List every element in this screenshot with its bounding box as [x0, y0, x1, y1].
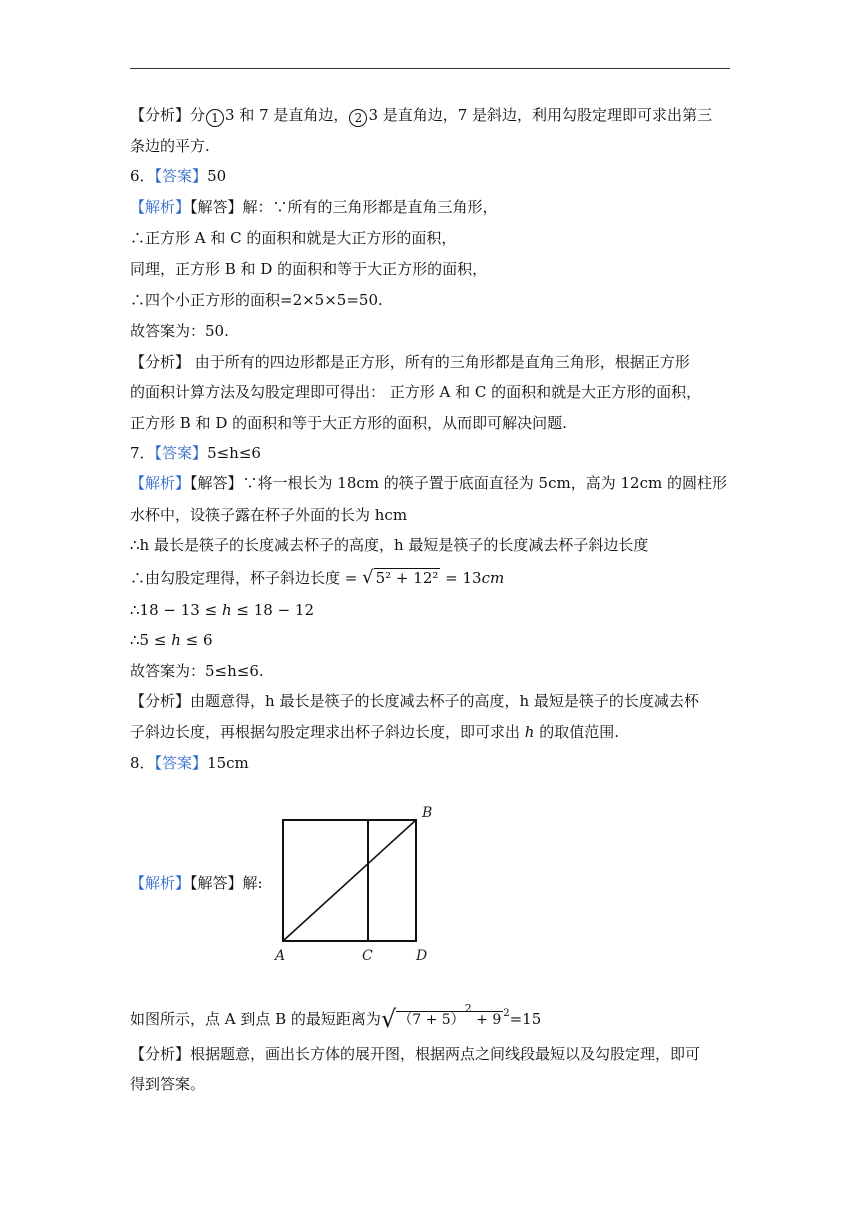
- q8-solution-line1: 【解析】【解答】解:: [130, 874, 263, 892]
- q6-solution-line2: ∴正方形 A 和 C 的面积和就是大正方形的面积，: [130, 229, 457, 247]
- q8-answer: 8．【答案】15cm: [130, 754, 249, 772]
- q7-analysis-line2: 子斜边长度，再根据勾股定理求出杯子斜边长度，即可求出 h 的取值范围.: [130, 723, 619, 741]
- q7-analysis-line1: 【分析】由题意得，h 最长是筷子的长度减去杯子的高度，h 最短是筷子的长度减去杯: [130, 692, 699, 710]
- q7-answer: 7．【答案】5≤h≤6: [130, 444, 261, 462]
- label-b: B: [422, 805, 433, 821]
- q6-solution-line5: 故答案为：50.: [130, 322, 229, 340]
- circled-number-1: 1: [206, 109, 224, 127]
- sqrt-expression: √ 5² + 12²: [362, 567, 439, 588]
- q8-solution-line2: 如图所示，点 A 到点 B 的最短距离为√ $(7 + 5)^2 + 9$ $^2$=15: [130, 1002, 542, 1033]
- q6-solution-line4: ∴四个小正方形的面积=2×5×5=50.: [130, 291, 383, 309]
- label-c: C: [362, 948, 373, 964]
- unfolded-box-figure: [270, 798, 440, 968]
- diagonal-ab: [283, 820, 416, 941]
- header-rule: [130, 68, 730, 69]
- q7-solution-line5: ∴18 − 13 ≤ h ≤ 18 − 12: [130, 601, 314, 619]
- q8-analysis-line1: 【分析】根据题意，画出长方体的展开图，根据两点之间线段最短以及勾股定理，即可: [130, 1045, 701, 1063]
- circled-number-2: 2: [349, 109, 367, 127]
- q6-solution-line3: 同理，正方形 B 和 D 的面积和等于大正方形的面积，: [130, 260, 488, 278]
- q8-analysis-line2: 得到答案。: [130, 1075, 206, 1093]
- q6-analysis-line3: 正方形 B 和 D 的面积和等于大正方形的面积，从而即可解决问题.: [130, 414, 567, 432]
- q6-answer: 6．【答案】50: [130, 167, 227, 185]
- analysis5-line2: 条边的平方.: [130, 137, 210, 155]
- label-d: D: [416, 948, 428, 964]
- q7-solution-line1: 【解析】【解答】∵将一根长为 18cm 的筷子置于底面直径为 5cm，高为 12cm 的圆柱形: [130, 474, 727, 492]
- q6-solution-line1: 【解析】【解答】解：∵所有的三角形都是直角三角形，: [130, 198, 498, 216]
- q7-solution-line7: 故答案为：5≤h≤6.: [130, 662, 264, 680]
- label-a: A: [275, 948, 286, 964]
- q7-solution-line6: ∴5 ≤ h ≤ 6: [130, 631, 213, 649]
- sqrt-expression-2: √ $(7 + 5)^2 + 9$: [380, 1002, 502, 1033]
- q7-solution-line2: 水杯中，设筷子露在杯子外面的长为 hcm: [130, 506, 408, 524]
- analysis5-line1: 【分析】分 1 3 和 7 是直角边， 2 3 是直角边，7 是斜边，利用勾股定理即可求出第三: [130, 106, 713, 125]
- q7-solution-line3: ∴h 最长是筷子的长度减去杯子的高度，h 最短是筷子的长度减去杯子斜边长度: [130, 536, 649, 554]
- q6-analysis-line2: 的面积计算方法及勾股定理即可得出： 正方形 A 和 C 的面积和就是大正方形的面积，: [130, 383, 702, 401]
- q7-solution-line4: ∴由勾股定理得，杯子斜边长度 = √ 5² + 12² = 13cm: [130, 567, 505, 588]
- q6-analysis-line1: 【分析】 由于所有的四边形都是正方形，所有的三角形都是直角三角形，根据正方形: [130, 353, 690, 371]
